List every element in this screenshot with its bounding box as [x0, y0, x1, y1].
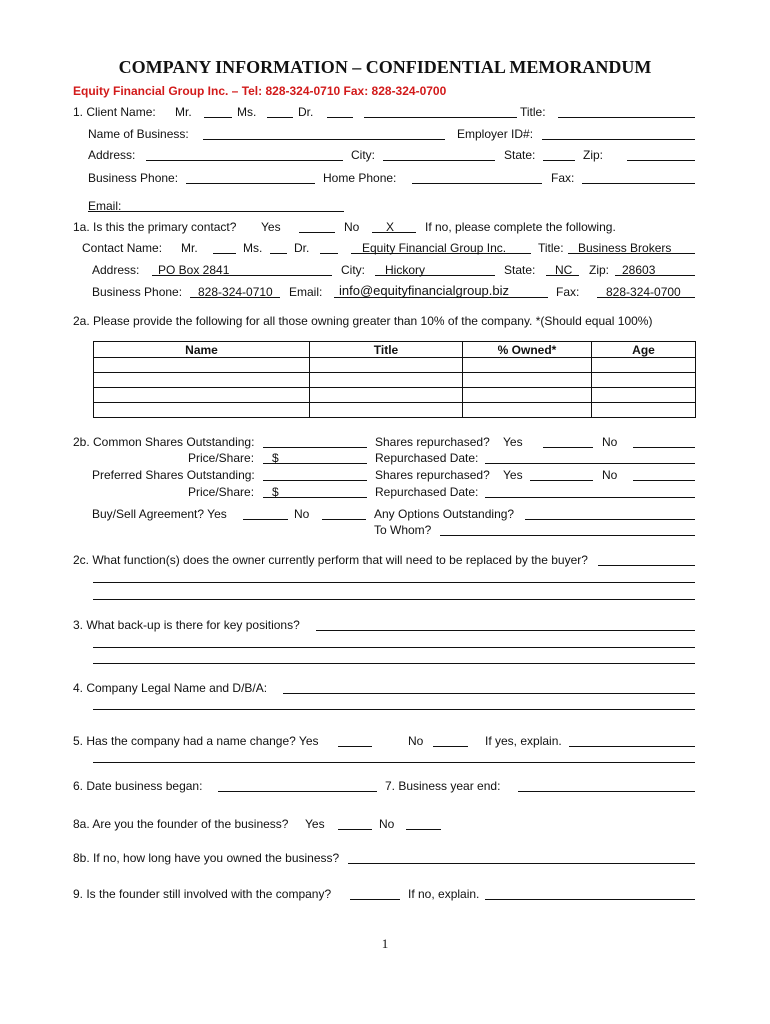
q7-field[interactable] — [518, 791, 695, 792]
state-label: State: — [504, 148, 536, 162]
contact-zip-value: 28603 — [622, 263, 656, 277]
q5-yes-field[interactable] — [338, 746, 372, 747]
table-cell[interactable] — [310, 388, 463, 403]
q5-question: 5. Has the company had a name change? Yes — [73, 734, 319, 748]
contact-name-value: Equity Financial Group Inc. — [362, 241, 507, 255]
price-share-label: Price/Share: — [188, 451, 255, 465]
column-header-title: Title — [310, 342, 463, 358]
preferred-shares-label: Preferred Shares Outstanding: — [92, 468, 255, 482]
q8a-no-label: No — [379, 817, 395, 831]
repurchased-yes-label: Yes — [503, 435, 523, 449]
table-cell[interactable] — [592, 373, 696, 388]
dr-label: Dr. — [298, 105, 314, 119]
q5-no-label: No — [408, 734, 424, 748]
q3-question: 3. What back-up is there for key positions? — [73, 618, 300, 632]
table-cell[interactable] — [463, 358, 592, 373]
repurchased-date-label: Repurchased Date: — [375, 451, 479, 465]
q3-line-3[interactable] — [93, 663, 695, 664]
client-name-field[interactable] — [364, 117, 517, 118]
table-cell[interactable] — [463, 388, 592, 403]
mr-field[interactable] — [204, 117, 232, 118]
employer-id-field[interactable] — [542, 139, 695, 140]
table-cell[interactable] — [592, 358, 696, 373]
table-header-row — [94, 342, 696, 358]
q9-question: 9. Is the founder still involved with the company? — [73, 887, 332, 901]
table-row[interactable] — [94, 403, 696, 418]
repurchased-date-label-2: Repurchased Date: — [375, 485, 479, 499]
table-cell[interactable] — [94, 388, 310, 403]
client-name-label: 1. Client Name: — [73, 105, 156, 119]
buysell-no-label: No — [294, 507, 310, 521]
address-field[interactable] — [146, 160, 343, 161]
column-header-age: Age — [592, 342, 696, 358]
q9-field[interactable] — [350, 899, 400, 900]
state-field[interactable] — [543, 160, 575, 161]
email-field[interactable] — [88, 211, 344, 212]
repurchased-date-field[interactable] — [485, 463, 695, 464]
table-cell[interactable] — [463, 373, 592, 388]
q3-line-2[interactable] — [93, 647, 695, 648]
contact-dr-label: Dr. — [294, 241, 310, 255]
q6-question: 6. Date business began: — [73, 779, 203, 793]
repurchased-yes-field[interactable] — [543, 447, 593, 448]
title-label: Title: — [520, 105, 546, 119]
fax-label: Fax: — [551, 171, 575, 185]
to-whom-label: To Whom? — [374, 523, 432, 537]
contact-zip-label: Zip: — [589, 263, 610, 277]
q2c-field[interactable] — [598, 565, 695, 566]
home-phone-label: Home Phone: — [323, 171, 397, 185]
q3-field[interactable] — [316, 630, 695, 631]
page-number: 1 — [381, 936, 389, 951]
repurchased-yes-label-2: Yes — [503, 468, 523, 482]
contact-state-label: State: — [504, 263, 536, 277]
q2c-question: 2c. What function(s) does the owner currently perform that will need to be replaced by the buyer? — [73, 553, 588, 567]
zip-label: Zip: — [583, 148, 604, 162]
ms-label: Ms. — [237, 105, 257, 119]
shares-repurchased-label: Shares repurchased? — [375, 435, 490, 449]
options-label: Any Options Outstanding? — [374, 507, 515, 521]
contact-name-label: Contact Name: — [82, 241, 163, 255]
price-share-label-2: Price/Share: — [188, 485, 255, 499]
repurchased-no-label-2: No — [602, 468, 618, 482]
q2c-line-3[interactable] — [93, 599, 695, 600]
contact-fax-value: 828-324-0700 — [606, 285, 681, 299]
q5-explain-label: If yes, explain. — [485, 734, 562, 748]
q6-field[interactable] — [218, 791, 377, 792]
primary-yes-field[interactable] — [299, 232, 335, 233]
q4-question: 4. Company Legal Name and D/B/A: — [73, 681, 268, 695]
primary-no-mark: X — [386, 220, 395, 234]
contact-email-value: info@equityfinancialgroup.biz — [339, 283, 510, 298]
preferred-shares-field[interactable] — [263, 480, 367, 481]
buysell-yes-field[interactable] — [243, 519, 288, 520]
buysell-label: Buy/Sell Agreement? Yes — [92, 507, 227, 521]
home-phone-field[interactable] — [412, 183, 542, 184]
fax-field[interactable] — [582, 183, 695, 184]
table-cell[interactable] — [94, 358, 310, 373]
column-header-owned: % Owned* — [463, 342, 592, 358]
no-label: No — [344, 220, 360, 234]
email-label: Email: — [88, 199, 122, 213]
common-shares-field[interactable] — [263, 447, 367, 448]
contact-city-label: City: — [341, 263, 365, 277]
yes-label: Yes — [261, 220, 281, 234]
contact-state-value: NC — [555, 263, 573, 277]
contact-mr-label: Mr. — [181, 241, 198, 255]
common-shares-label: 2b. Common Shares Outstanding: — [73, 435, 255, 449]
q5-line-2[interactable] — [93, 762, 695, 763]
table-cell[interactable] — [310, 403, 463, 418]
ms-field[interactable] — [267, 117, 293, 118]
contact-address-label: Address: — [92, 263, 140, 277]
address-label: Address: — [88, 148, 136, 162]
q4-line-2[interactable] — [93, 709, 695, 710]
q5-explain-field[interactable] — [569, 746, 695, 747]
repurchased-no-field[interactable] — [633, 447, 695, 448]
q8b-field[interactable] — [348, 863, 695, 864]
business-phone-label: Business Phone: — [88, 171, 179, 185]
common-price-field[interactable] — [263, 463, 367, 464]
dollar-sign-2: $ — [272, 485, 279, 499]
page-title: COMPANY INFORMATION – CONFIDENTIAL MEMORANDUM — [118, 57, 652, 77]
primary-contact-question: 1a. Is this the primary contact? — [73, 220, 237, 234]
q8a-yes-field[interactable] — [338, 829, 372, 830]
q2c-line-2[interactable] — [93, 582, 695, 583]
table-cell[interactable] — [310, 358, 463, 373]
to-whom-field[interactable] — [440, 535, 695, 536]
city-label: City: — [351, 148, 375, 162]
contact-dr-field[interactable] — [320, 253, 338, 254]
table-cell[interactable] — [94, 403, 310, 418]
zip-field[interactable] — [627, 160, 695, 161]
q9-explain-label: If no, explain. — [408, 887, 480, 901]
q8a-no-field[interactable] — [406, 829, 441, 830]
preferred-price-field[interactable] — [263, 497, 367, 498]
q8a-yes-label: Yes — [305, 817, 325, 831]
ownership-instruction: 2a. Please provide the following for all those owning greater than 10% of the company. *(Should equal 100%) — [73, 314, 653, 328]
q5-no-field[interactable] — [433, 746, 468, 747]
column-header-name: Name — [94, 342, 310, 358]
q9-explain-field[interactable] — [485, 899, 695, 900]
contact-phone-label: Business Phone: — [92, 285, 183, 299]
contact-email-label: Email: — [289, 285, 323, 299]
table-row[interactable] — [94, 388, 696, 403]
contact-ms-label: Ms. — [243, 241, 263, 255]
business-name-field[interactable] — [203, 139, 445, 140]
contact-title-label: Title: — [538, 241, 564, 255]
table-row[interactable] — [94, 373, 696, 388]
repurchased-date-field-2[interactable] — [485, 497, 695, 498]
repurchased-no-field-2[interactable] — [633, 480, 695, 481]
shares-repurchased-label-2: Shares repurchased? — [375, 468, 490, 482]
table-cell[interactable] — [592, 403, 696, 418]
title-field[interactable] — [558, 117, 695, 118]
business-name-label: Name of Business: — [88, 127, 189, 141]
contact-mr-field[interactable] — [213, 253, 236, 254]
dollar-sign: $ — [272, 451, 279, 465]
table-cell[interactable] — [94, 373, 310, 388]
repurchased-yes-field-2[interactable] — [530, 480, 593, 481]
contact-title-value: Business Brokers — [578, 241, 672, 255]
table-cell[interactable] — [310, 373, 463, 388]
business-phone-field[interactable] — [186, 183, 315, 184]
mr-label: Mr. — [175, 105, 192, 119]
buysell-no-field[interactable] — [322, 519, 366, 520]
table-cell[interactable] — [592, 388, 696, 403]
q4-field[interactable] — [283, 693, 695, 694]
q8a-question: 8a. Are you the founder of the business? — [73, 817, 289, 831]
if-no-instruction: If no, please complete the following. — [425, 220, 616, 234]
company-contact-line: Equity Financial Group Inc. – Tel: 828-324-0710 Fax: 828-324-0700 — [73, 84, 447, 98]
repurchased-no-label: No — [602, 435, 618, 449]
q7-question: 7. Business year end: — [385, 779, 501, 793]
dr-field[interactable] — [327, 117, 353, 118]
table-row[interactable] — [94, 358, 696, 373]
options-field[interactable] — [525, 519, 695, 520]
contact-city-value: Hickory — [385, 263, 426, 277]
table-cell[interactable] — [463, 403, 592, 418]
city-field[interactable] — [383, 160, 495, 161]
employer-id-label: Employer ID#: — [457, 127, 534, 141]
contact-fax-label: Fax: — [556, 285, 580, 299]
ownership-table — [93, 341, 696, 418]
q8b-question: 8b. If no, how long have you owned the business? — [73, 851, 340, 865]
contact-address-value: PO Box 2841 — [158, 263, 230, 277]
contact-ms-field[interactable] — [270, 253, 287, 254]
contact-phone-value: 828-324-0710 — [198, 285, 273, 299]
